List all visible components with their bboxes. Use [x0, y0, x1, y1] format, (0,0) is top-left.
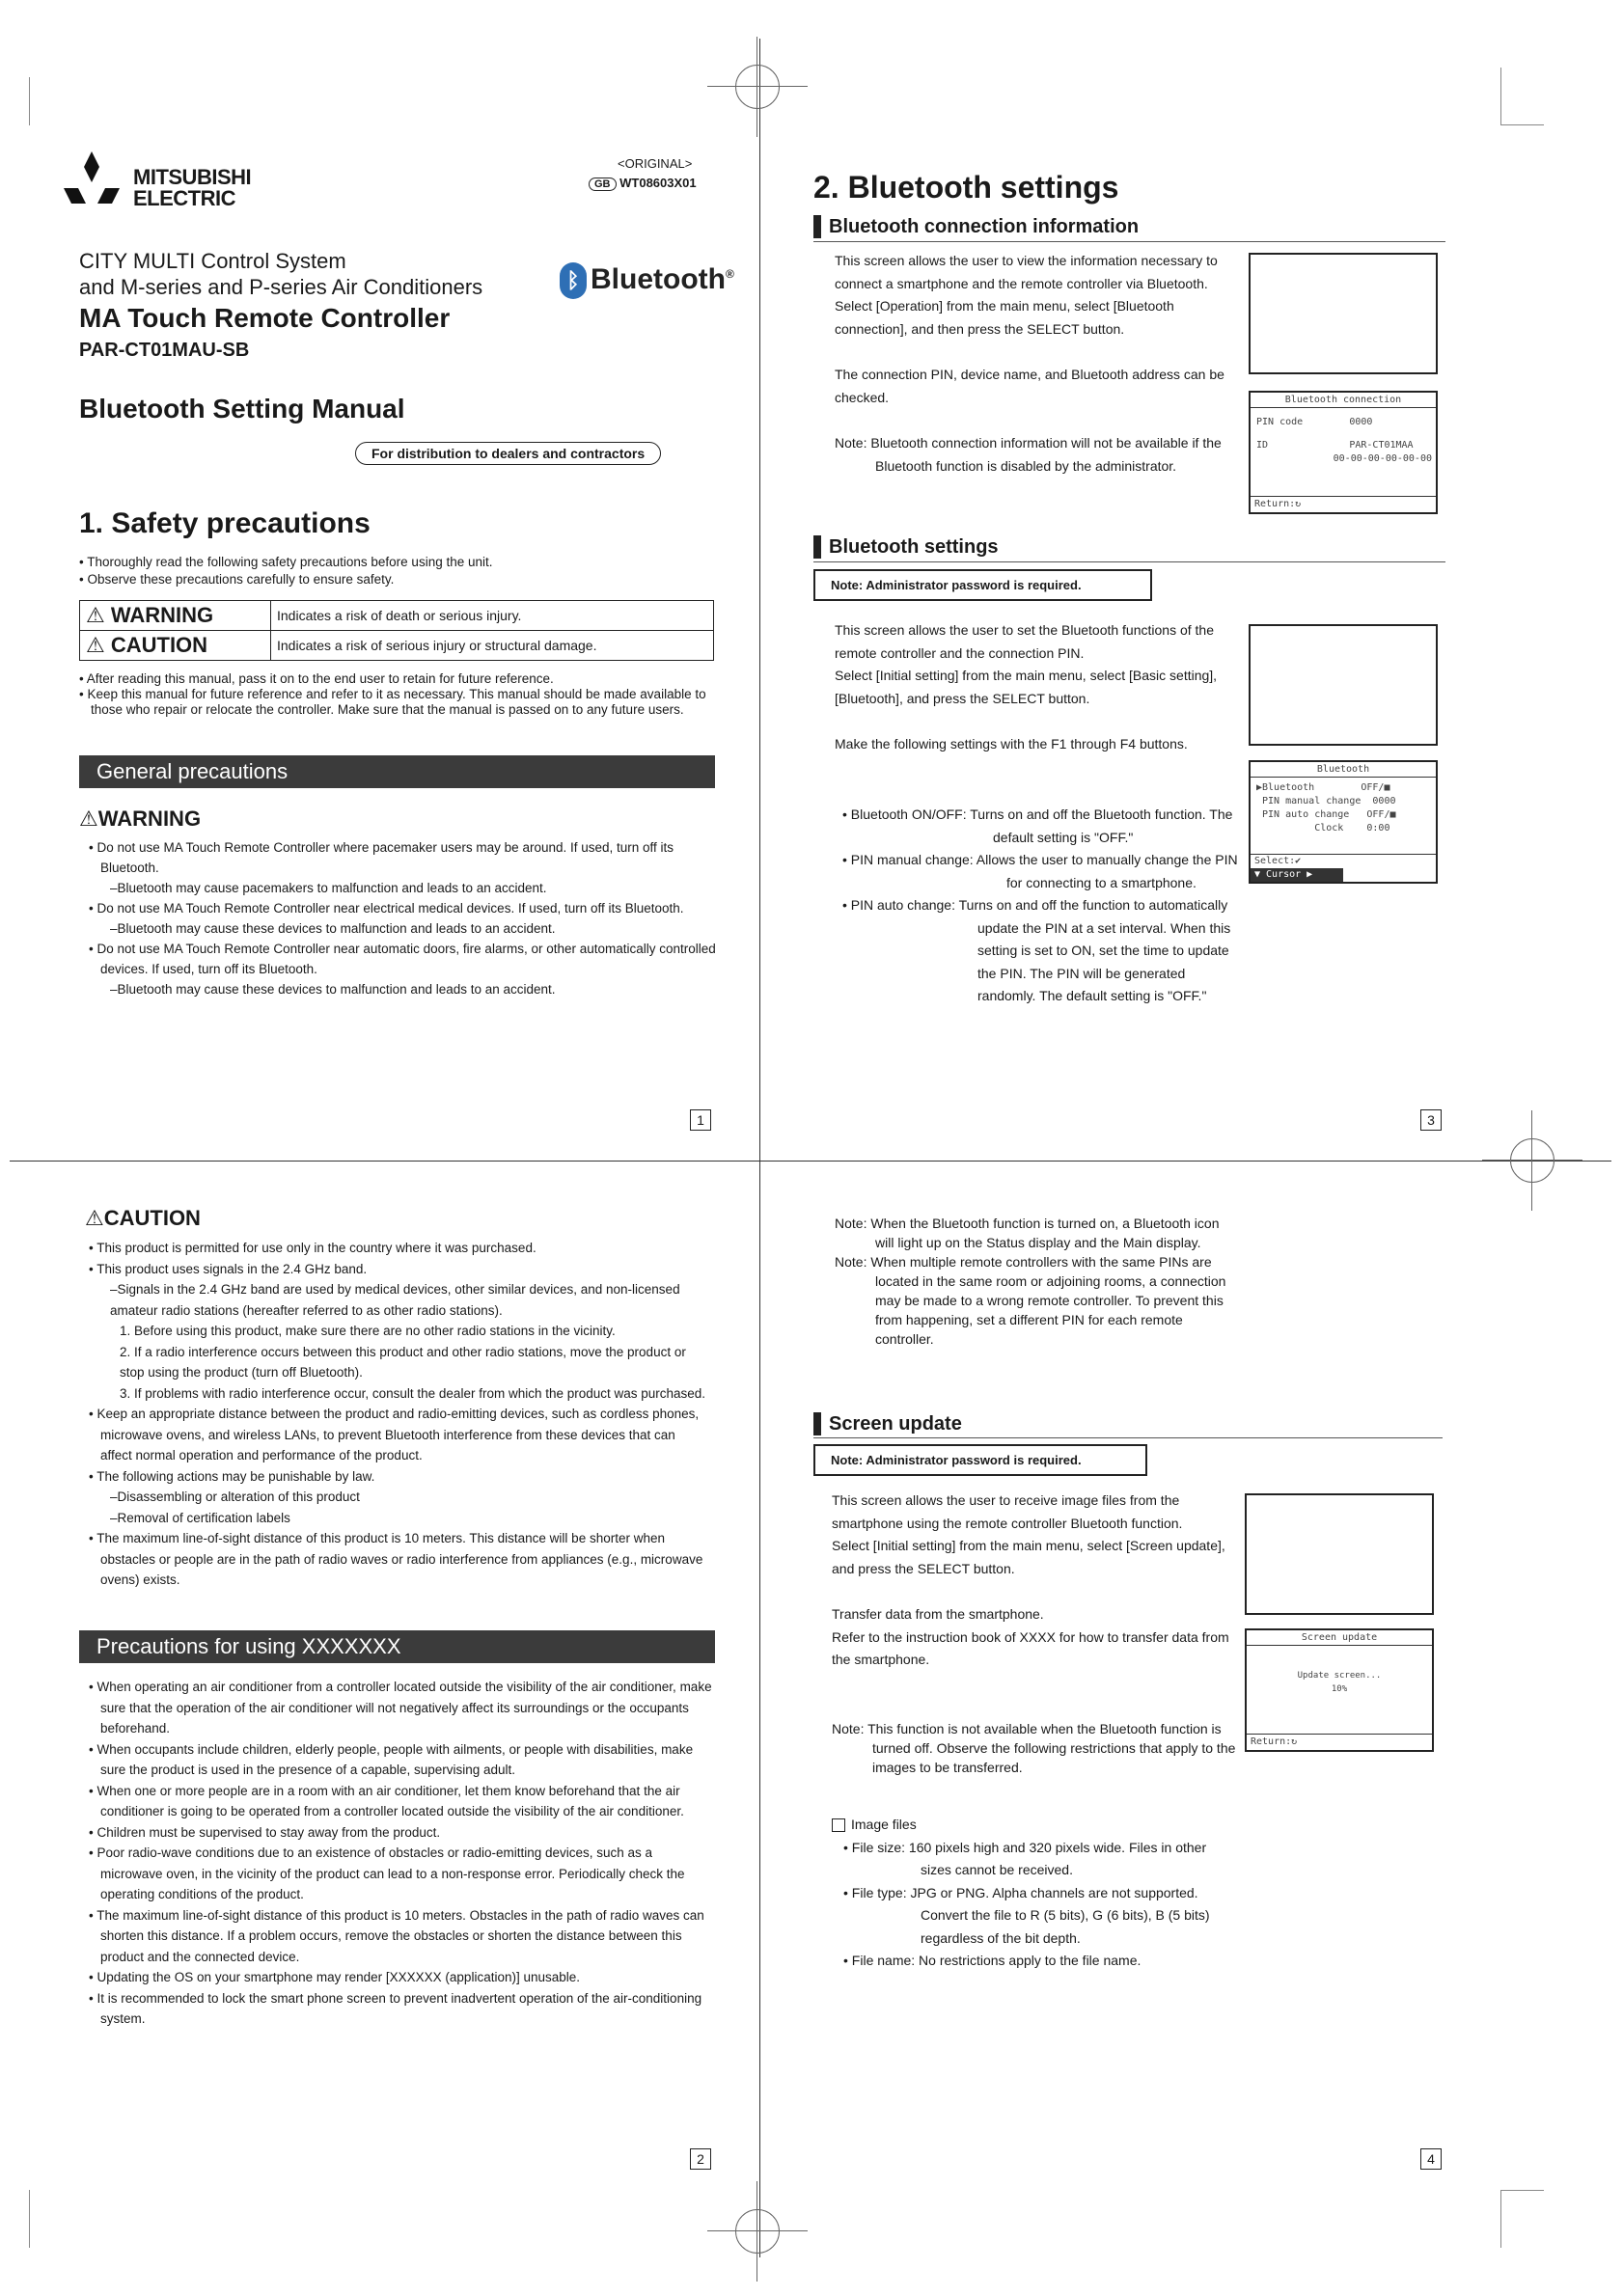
caution-item: • Keep an appropriate distance between the product and radio-emitting devices, such as cordless phones, microwave ovens, and wireless LANs, to prevent Bluetooth interference from these devices that can affect normal operation and performance of the product.	[89, 1407, 700, 1462]
model-number: PAR-CT01MAU-SB	[79, 340, 250, 361]
doc-code: WT08603X01	[619, 176, 697, 190]
safety-title: 1. Safety precautions	[79, 507, 371, 539]
precautions-using-band: Precautions for using XXXXXXX	[79, 1630, 715, 1663]
center-fold-vertical	[759, 39, 760, 2257]
update-note: Note: This function is not available when the Bluetooth function is turned off. Observe the following restrictions that apply to the images to be transferred.	[832, 1721, 1236, 1775]
registration-mark-bottom	[735, 2209, 780, 2254]
update-para-1: This screen allows the user to receive image files from the smartphone using the remote controller Bluetooth function.	[832, 1492, 1183, 1531]
setting-item: • PIN manual change: Allows the user to manually change the PIN for connecting to a smartphone.	[842, 852, 1238, 890]
caution-item: • This product uses signals in the 2.4 GHz band.	[89, 1261, 368, 1276]
admin-note-1: Note: Administrator password is required.	[813, 569, 1152, 601]
image-files-heading: Image files	[832, 1814, 1237, 1837]
usage-item: • It is recommended to lock the smart phone screen to prevent inadvertent operation of the air-conditioning system.	[89, 1990, 702, 2026]
update-progress: 10%	[1331, 1684, 1348, 1694]
usage-item: • The maximum line-of-sight distance of this product is 10 meters. Obstacles in the path of radio waves can shorten this distance. If a problem occurs, remove the obstacles or shorten the distance between this product and the connected device.	[89, 1907, 704, 1964]
caution-numbered: 1. Before using this product, make sure there are no other radio stations in the vicinity.	[120, 1324, 616, 1338]
screen-placeholder-1	[1249, 253, 1438, 374]
caution-heading: ⚠CAUTION	[85, 1206, 201, 1230]
gb-badge: GB	[589, 178, 617, 191]
system-line1: CITY MULTI Control System	[79, 249, 346, 273]
conn-para-2: Select [Operation] from the main menu, select [Bluetooth connection], and then press the SELECT button.	[835, 298, 1174, 337]
warning-subitem: –Bluetooth may cause pacemakers to malfunction and leads to an accident.	[110, 881, 547, 895]
warning-item: • Do not use MA Touch Remote Controller where pacemaker users may be around. If used, turn off its Bluetooth.	[89, 840, 674, 875]
multi-controller-note: Note: When multiple remote controllers with the same PINs are located in the same room or adjoining rooms, a connection may be made to a wrong remote controller. To prevent this from happening, set a different PIN for each remote controller.	[835, 1254, 1226, 1347]
warning-subitem: –Bluetooth may cause these devices to malfunction and leads to an accident.	[110, 982, 556, 997]
caution-item: • This product is permitted for use only in the country where it was purchased.	[89, 1241, 536, 1255]
caution-label: ⚠ CAUTION	[80, 631, 271, 661]
update-para-3: Transfer data from the smartphone.	[832, 1606, 1044, 1622]
usage-item: • Updating the OS on your smartphone may render [XXXXXX (application)] unusable.	[89, 1970, 581, 1984]
warning-item: • Do not use MA Touch Remote Controller near electrical medical devices. If used, turn off its Bluetooth.	[89, 901, 684, 916]
file-rule: • File size: 160 pixels high and 320 pixels wide. Files in other sizes cannot be received.	[843, 1839, 1207, 1877]
admin-note-2: Note: Administrator password is required.	[813, 1444, 1147, 1476]
caution-subitem: –Removal of certification labels	[110, 1510, 290, 1525]
after-reading-2: • Keep this manual for future reference and refer to it as necessary. This manual should be made available to those who repair or relocate the controller. Make sure that the manual is passed on to any future users.	[79, 687, 706, 717]
setting-item: • Bluetooth ON/OFF: Turns on and off the Bluetooth function. The default setting is "OFF."	[842, 806, 1233, 845]
lcd-bluetooth-connection: Bluetooth connection PIN code 0000 ID PAR-CT01MAA 00-00-00-00-00-00 Return:↻	[1249, 391, 1438, 514]
registration-mark-right	[1510, 1138, 1554, 1183]
connection-info-heading: Bluetooth connection information	[813, 215, 1139, 238]
safety-intro-2: • Observe these precautions carefully to ensure safety.	[79, 572, 395, 587]
return-icon: ↻	[1295, 499, 1302, 509]
update-para-2: Select [Initial setting] from the main menu, select [Screen update], and press the SELECT button.	[832, 1538, 1225, 1576]
page-number-1: 1	[690, 1109, 711, 1131]
general-precautions-band: General precautions	[79, 755, 715, 788]
usage-item: • When operating an air conditioner from a controller located outside the visibility of the air conditioner, make sure that the operation of the air conditioner will not negatively affect its surroundings or the occupants beforehand.	[89, 1680, 712, 1736]
caution-numbered: 3. If problems with radio interference occur, consult the dealer from which the product was purchased.	[120, 1385, 706, 1401]
after-reading-1: • After reading this manual, pass it on to the end user to retain for future reference.	[79, 671, 554, 686]
usage-item: • Poor radio-wave conditions due to an existence of obstacles or radio-emitting devices, such as a microwave oven, in the vicinity of the product can lead to a non-response error. Periodically check the operating conditions of the product.	[89, 1845, 685, 1901]
set-para-2: Select [Initial setting] from the main menu, select [Basic setting], [Bluetooth], and press the SELECT button.	[835, 668, 1218, 706]
bluetooth-settings-title: 2. Bluetooth settings	[813, 170, 1119, 205]
caution-numbered: 2. If a radio interference occurs between this product and other radio stations, move the product or stop using the product (turn off Bluetooth).	[120, 1344, 686, 1380]
conn-para-3: The connection PIN, device name, and Bluetooth address can be checked.	[835, 367, 1224, 405]
file-rule: • File name: No restrictions apply to the file name.	[843, 1953, 1142, 1968]
lcd-screen-update: Screen update Update screen... 10% Return:↻	[1245, 1628, 1434, 1752]
page-number-4: 4	[1420, 2148, 1442, 2170]
lcd-bluetooth-settings: Bluetooth ▶Bluetooth OFF/■ PIN manual change 0000 PIN auto change OFF/■ Clock 0:00 Select:✔ ▼ Cursor ▶	[1249, 760, 1438, 884]
bluetooth-settings-heading: Bluetooth settings	[813, 535, 999, 559]
table-row	[80, 631, 714, 661]
checkbox-icon	[832, 1818, 845, 1832]
original-label: <ORIGINAL>	[618, 156, 693, 171]
brand-line1: MITSUBISHI	[133, 165, 252, 189]
center-fold-horizontal	[10, 1161, 1611, 1162]
three-diamonds-icon	[58, 150, 125, 207]
distribution-note: For distribution to dealers and contractors	[355, 442, 661, 465]
update-para-4: Refer to the instruction book of XXXX for how to transfer data from the smartphone.	[832, 1628, 1229, 1667]
caution-text: Indicates a risk of serious injury or structural damage.	[271, 631, 714, 661]
usage-item: • Children must be supervised to stay away from the product.	[89, 1824, 441, 1840]
usage-item: • When occupants include children, elderly people, people with ailments, or people with disabilities, make sure the product is used in the presence of a capable, supervising adult.	[89, 1741, 694, 1777]
screen-placeholder-3	[1245, 1493, 1434, 1615]
setting-item: • PIN auto change: Turns on and off the function to automatically update the PIN at a set interval. When this setting is set to ON, set the time to update the PIN. The PIN will be generated randomly. The default setting is "OFF."	[842, 897, 1231, 1003]
cursor-button: ▼ Cursor ▶	[1251, 868, 1343, 882]
screen-update-heading: Screen update	[813, 1412, 962, 1435]
bluetooth-logo: ᛒ Bluetooth®	[560, 262, 734, 299]
warning-item: • Do not use MA Touch Remote Controller near automatic doors, fire alarms, or other automatically controlled devices. If used, turn off its Bluetooth.	[89, 942, 716, 976]
usage-item: • When one or more people are in a room with an air conditioner, let them know beforehand that the air conditioner is going to be operated from a controller located outside the visibility of the air conditioner.	[89, 1783, 684, 1818]
conn-note: Note: Bluetooth connection information will not be available if the Bluetooth function is disabled by the administrator.	[835, 435, 1222, 474]
warning-subitem: –Bluetooth may cause these devices to malfunction and leads to an accident.	[110, 921, 556, 936]
brand-line2: ELECTRIC	[133, 186, 235, 210]
screen-placeholder-2	[1249, 624, 1438, 746]
warning-text: Indicates a risk of death or serious injury.	[271, 601, 714, 631]
page-number-2: 2	[690, 2148, 711, 2170]
warning-heading: ⚠WARNING	[79, 806, 202, 831]
table-row	[80, 601, 714, 631]
caution-subitem: –Signals in the 2.4 GHz band are used by medical devices, other similar devices, and non-licensed amateur radio stations (hereafter referred to as other radio stations).	[110, 1282, 680, 1318]
page-number-3: 3	[1420, 1109, 1442, 1131]
set-para-3: Make the following settings with the F1 through F4 buttons.	[835, 736, 1188, 752]
caution-item: • The following actions may be punishable by law.	[89, 1468, 375, 1484]
hazard-table	[79, 600, 714, 661]
bt-icon-note: Note: When the Bluetooth function is turned on, a Bluetooth icon will light up on the Status display and the Main display.	[835, 1216, 1220, 1250]
caution-subitem: –Disassembling or alteration of this product	[110, 1490, 360, 1504]
return-icon: ↻	[1291, 1736, 1298, 1747]
registration-mark-top	[735, 65, 780, 109]
set-para-1: This screen allows the user to set the Bluetooth functions of the remote controller and the connection PIN.	[835, 622, 1214, 661]
system-line2: and M-series and P-series Air Conditioners	[79, 275, 483, 299]
warning-label: ⚠ WARNING	[80, 601, 271, 631]
conn-para-1: This screen allows the user to view the information necessary to connect a smartphone and the remote controller via Bluetooth.	[835, 253, 1218, 291]
product-name: MA Touch Remote Controller	[79, 303, 451, 333]
manual-title: Bluetooth Setting Manual	[79, 394, 405, 424]
file-rule: • File type: JPG or PNG. Alpha channels are not supported. Convert the file to R (5 bits), G (6 bits), B (5 bits) regardless of the bit depth.	[843, 1884, 1210, 1946]
caution-item: • The maximum line-of-sight distance of this product is 10 meters. This distance will be shorter when obstacles or people are in the path of radio waves or radio interference from appliances (e.g., microwave ovens) exists.	[89, 1531, 703, 1587]
bluetooth-icon: ᛒ	[560, 262, 587, 299]
safety-intro-1: • Thoroughly read the following safety precautions before using the unit.	[79, 555, 493, 569]
